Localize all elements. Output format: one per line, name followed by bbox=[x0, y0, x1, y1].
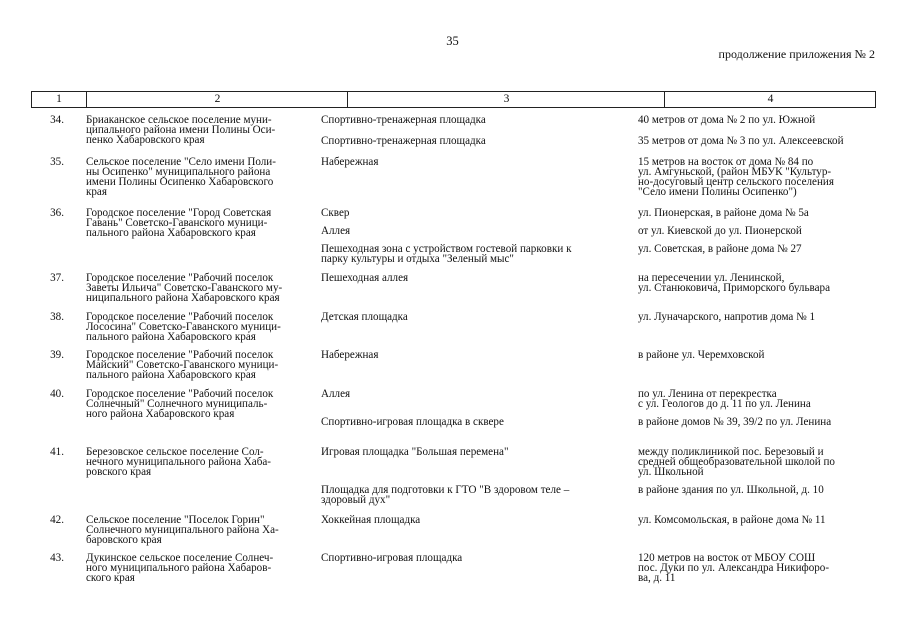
row-number: 38. bbox=[50, 311, 64, 323]
header-col-4: 4 bbox=[664, 92, 876, 107]
object-name: Аллея bbox=[321, 225, 351, 237]
object-location: на пересечении ул. Ленинской, ул. Станюковича, Приморского бульвара bbox=[638, 272, 830, 294]
object-location: в районе домов № 39, 39/2 по ул. Ленина bbox=[638, 416, 832, 428]
row-number: 34. bbox=[50, 114, 64, 126]
object-name: Площадка для подготовки к ГТО "В здоровом теле – здоровый дух" bbox=[321, 484, 570, 506]
header-col-1: 1 bbox=[56, 93, 62, 105]
object-name: Спортивно-игровая площадка в сквере bbox=[321, 416, 504, 428]
object-location: между поликлиникой пос. Березовый и средней общеобразовательной школой по ул. Школьной bbox=[638, 446, 835, 478]
row-number: 42. bbox=[50, 514, 64, 526]
settlement-name: Городское поселение "Рабочий поселок Лососина" Советско-Гаванского муници- пального района Хабаровского края bbox=[86, 311, 281, 343]
object-location: ул. Пионерская, в районе дома № 5а bbox=[638, 207, 809, 219]
table-header bbox=[31, 91, 876, 108]
object-name: Детская площадка bbox=[321, 311, 408, 323]
object-location: от ул. Киевской до ул. Пионерской bbox=[638, 225, 802, 237]
object-location: по ул. Ленина от перекрестка с ул. Геологов до д. 11 по ул. Ленина bbox=[638, 388, 811, 410]
settlement-name: Городское поселение "Рабочий поселок Солнечный" Солнечного муниципаль- ного района Хабаровского края bbox=[86, 388, 274, 420]
object-name: Хоккейная площадка bbox=[321, 514, 421, 526]
object-name: Набережная bbox=[321, 156, 379, 168]
row-number: 41. bbox=[50, 446, 64, 458]
appendix-continuation-label: продолжение приложения № 2 bbox=[718, 47, 875, 61]
row-number: 43. bbox=[50, 552, 64, 564]
object-name: Аллея bbox=[321, 388, 351, 400]
object-name: Сквер bbox=[321, 207, 350, 219]
object-location: ул. Луначарского, напротив дома № 1 bbox=[638, 311, 815, 323]
row-number: 37. bbox=[50, 272, 64, 284]
settlement-name: Городское поселение "Город Советская Гавань" Советско-Гаванского муници- пального района Хабаровского края bbox=[86, 207, 272, 239]
object-location: ул. Комсомольская, в районе дома № 11 bbox=[638, 514, 826, 526]
row-number: 39. bbox=[50, 349, 64, 361]
object-name: Игровая площадка "Большая перемена" bbox=[321, 446, 509, 458]
object-location: ул. Советская, в районе дома № 27 bbox=[638, 243, 802, 255]
row-number: 36. bbox=[50, 207, 64, 219]
object-location: 120 метров на восток от МБОУ СОШ пос. Дуки по ул. Александра Никифоро- ва, д. 11 bbox=[638, 552, 830, 584]
settlement-name: Сельское поселение "Поселок Горин" Солнечного муниципального района Ха- баровского края bbox=[86, 514, 279, 546]
header-col-2: 2 bbox=[86, 92, 348, 107]
settlement-name: Городское поселение "Рабочий поселок Майский" Советско-Гаванского муници- пального района Хабаровского края bbox=[86, 349, 279, 381]
object-location: в районе ул. Черемховской bbox=[638, 349, 765, 361]
object-location: в районе здания по ул. Школьной, д. 10 bbox=[638, 484, 824, 496]
object-location: 15 метров на восток от дома № 84 по ул. Амгуньской, (район МБУК "Культур- но-досуговый центр сельского поселения "Село имени Полины Осипенко") bbox=[638, 156, 834, 198]
header-col-3: 3 bbox=[347, 92, 665, 107]
object-location: 40 метров от дома № 2 по ул. Южной bbox=[638, 114, 816, 126]
object-name: Спортивно-тренажерная площадка bbox=[321, 135, 486, 147]
settlement-name: Сельское поселение "Село имени Поли- ны Осипенко" муниципального района имени Полины Осипенко Хабаровского края bbox=[86, 156, 276, 198]
object-name: Пешеходная аллея bbox=[321, 272, 409, 284]
row-number: 35. bbox=[50, 156, 64, 168]
object-name: Спортивно-тренажерная площадка bbox=[321, 114, 486, 126]
object-name: Спортивно-игровая площадка bbox=[321, 552, 463, 564]
settlement-name: Бриаканское сельское поселение муни- ципального района имени Полины Оси- пенко Хабаровского края bbox=[86, 114, 276, 146]
settlement-name: Городское поселение "Рабочий поселок Заветы Ильича" Советско-Гаванского му- ниципального района Хабаровского края bbox=[86, 272, 283, 304]
object-name: Набережная bbox=[321, 349, 379, 361]
settlement-name: Дукинское сельское поселение Солнеч- ного муниципального района Хабаров- ского края bbox=[86, 552, 274, 584]
object-location: 35 метров от дома № 3 по ул. Алексеевской bbox=[638, 135, 844, 147]
settlement-name: Березовское сельское поселение Сол- нечного муниципального района Хаба- ровского края bbox=[86, 446, 271, 478]
page-number: 35 bbox=[446, 34, 459, 48]
row-number: 40. bbox=[50, 388, 64, 400]
object-name: Пешеходная зона с устройством гостевой парковки к парку культуры и отдыха "Зеленый мыс" bbox=[321, 243, 572, 265]
